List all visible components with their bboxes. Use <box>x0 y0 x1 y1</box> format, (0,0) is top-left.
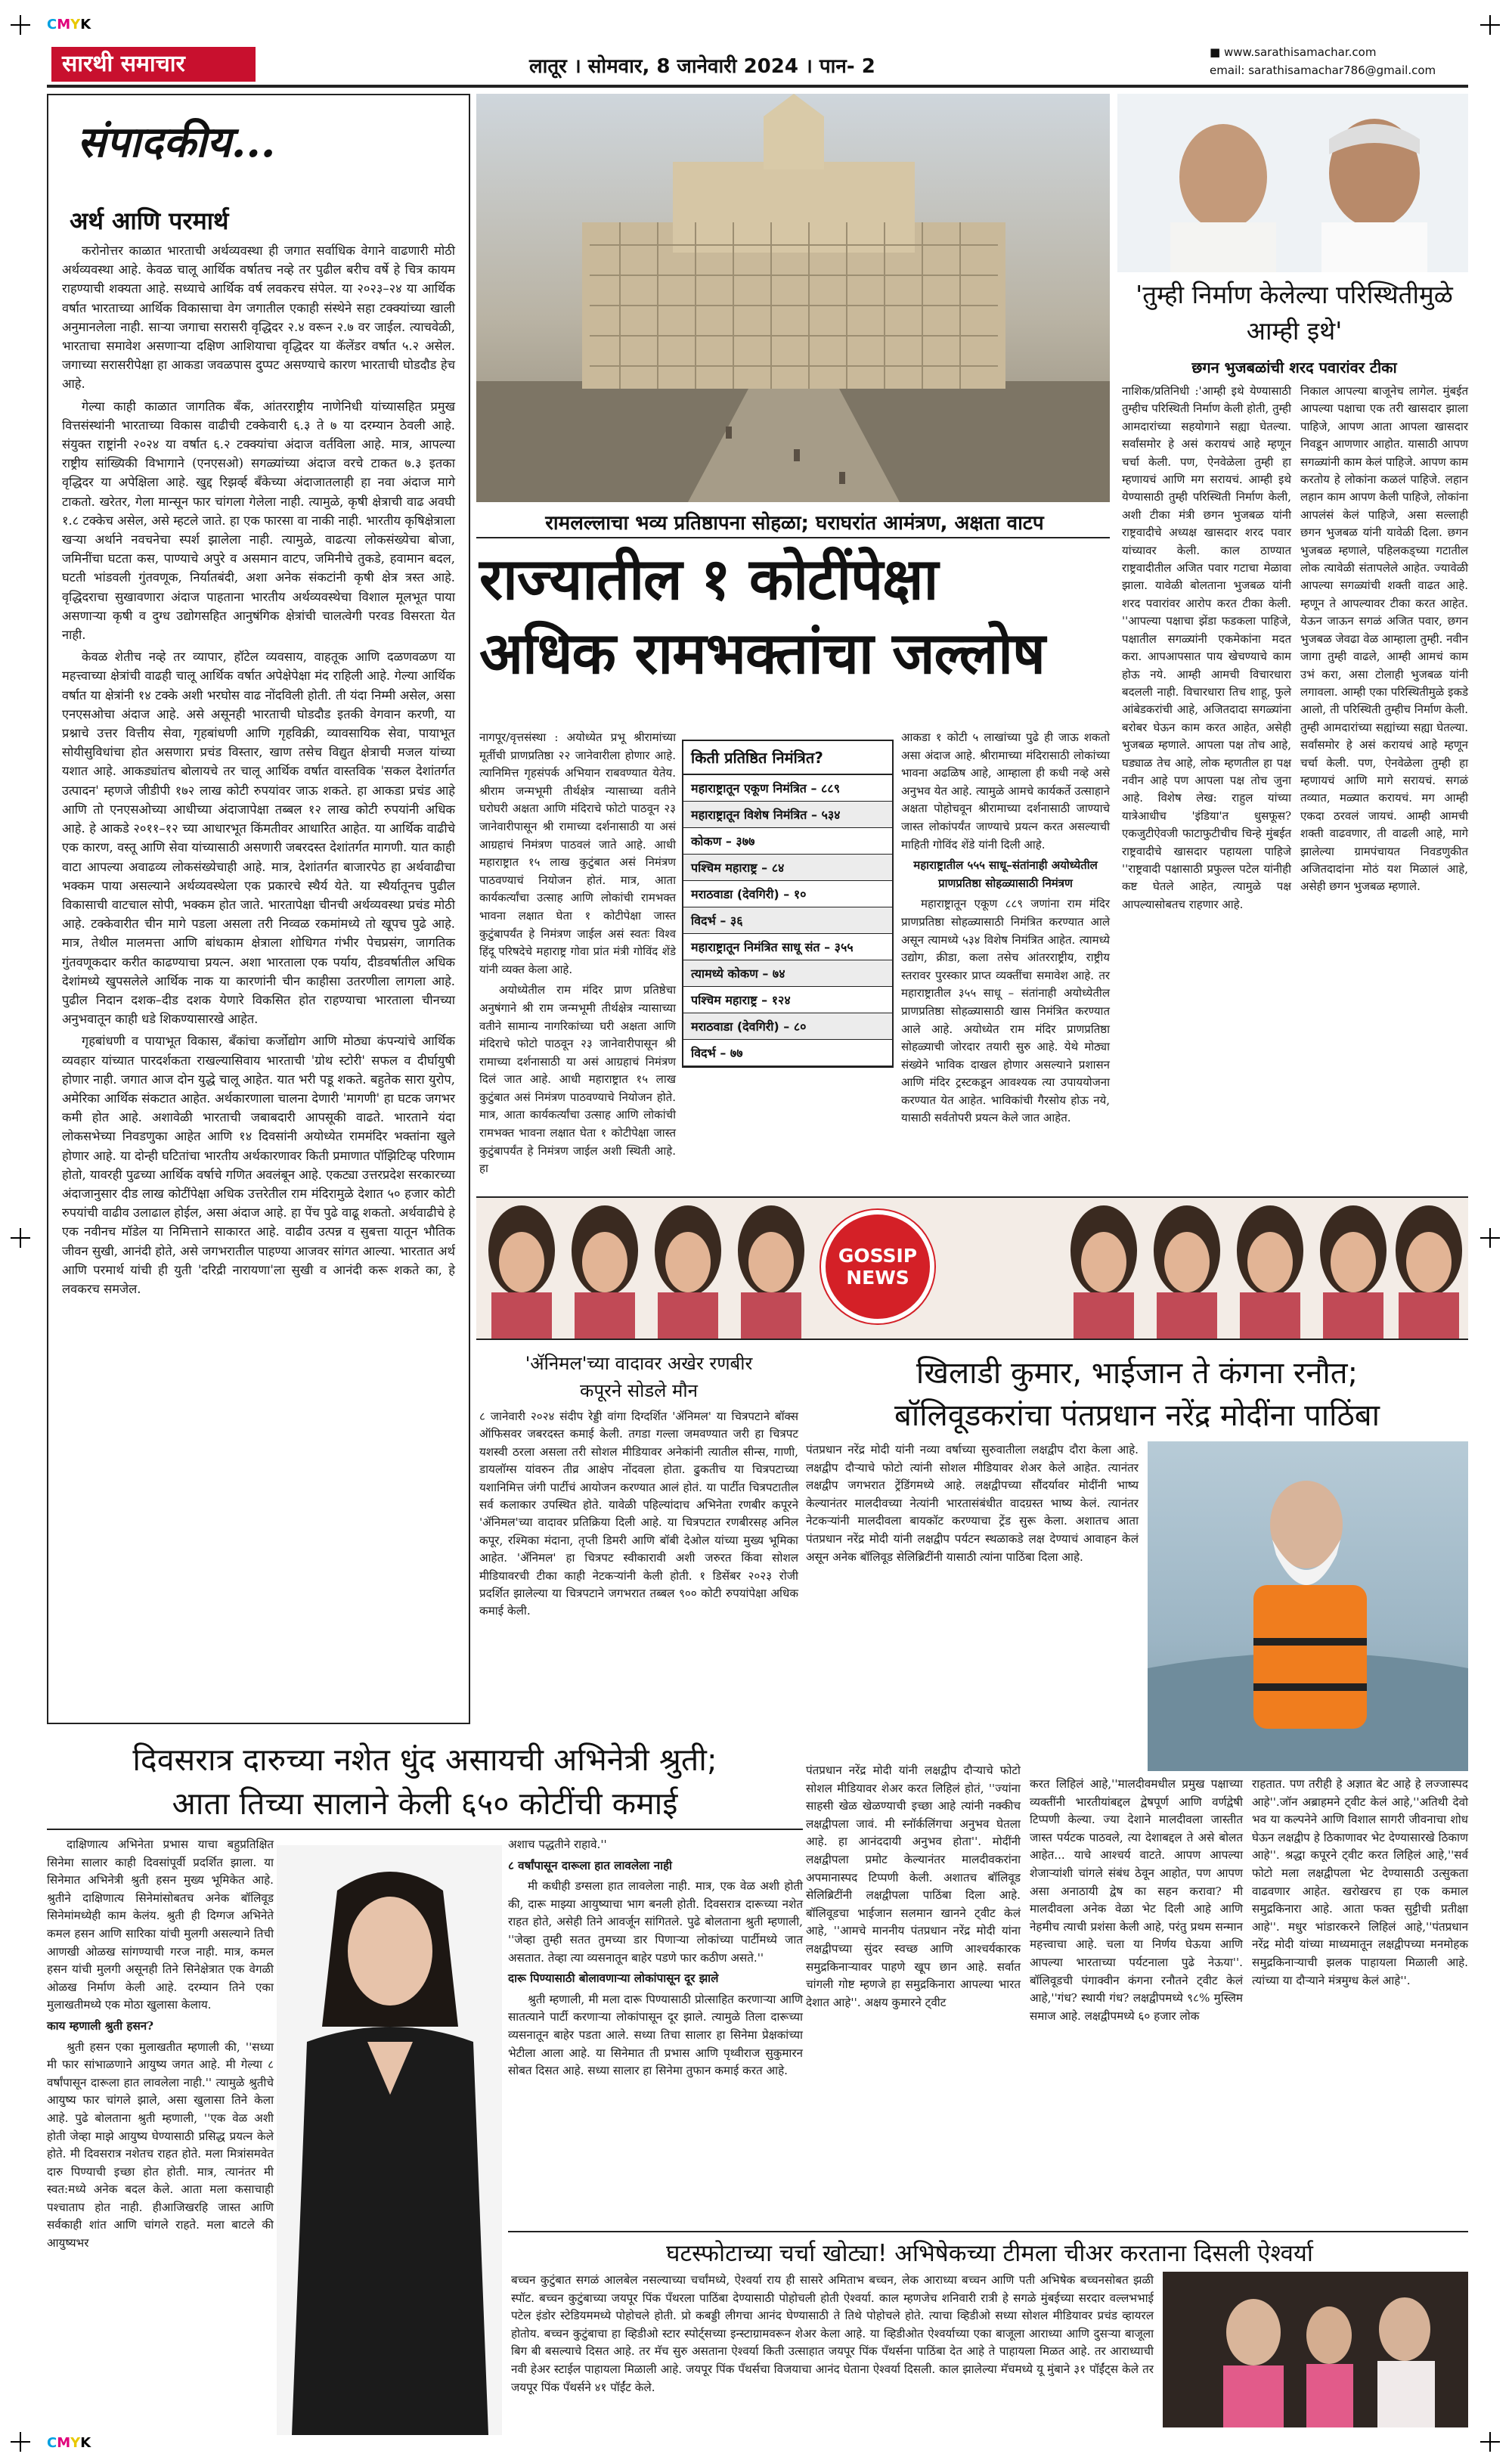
invitee-table-row: महाराष्ट्रातून विशेष निमंत्रित – ५३४ <box>683 802 892 828</box>
gossip-faces <box>476 1198 1468 1339</box>
invitee-table-row: महाराष्ट्रातून एकूण निमंत्रित – ८८९ <box>683 775 892 802</box>
registration-mark-tl <box>11 15 30 35</box>
bhujbal-headline: 'तुम्ही निर्माण केलेल्या परिस्थितीमुळे आम्ही इथे' <box>1136 280 1453 346</box>
registration-mark-ml <box>11 1228 30 1248</box>
invitee-table-row: मराठवाडा (देवगिरी) – १० <box>683 881 892 907</box>
ram-subhead: महाराष्ट्रातील ५५५ साधू–संतांनाही अयोध्येतील प्राणप्रतिष्ठा सोहळ्यासाठी निमंत्रण <box>913 858 1098 890</box>
aishwarya-headline: घटस्फोटाच्या चर्चा खोट्या! अभिषेकच्या टीमला चीअर करताना दिसली ऐश्वर्या <box>666 2240 1313 2267</box>
registration-mark-br <box>1480 2432 1500 2452</box>
politicians-illustration <box>1117 94 1468 272</box>
shruti-subhead: दारू पिण्यासाठी बोलावणाऱ्या लोकांपासून दूर झाले <box>508 1971 719 1986</box>
animal-body: ८ जानेवारी २०२४ संदीप रेड्डी वांगा दिग्दर्शित 'ॲनिमल' या चित्रपटाने बॉक्स ऑफिसवर जबरदस्त कमाई केली. तगडा गल्ला जमवण्यात जरी हा चित्रपट यशस्वी ठरला असला तरी सोशल मीडियावर अनेकांनी त्यातील सीन्स, गाणी, डायलॉग्स यांवरुन तीव्र आक्षेप नोंदवला होता. ढुकतीच या चित्रपटाच्या यशानिमित्त जंगी पार्टीचं आयोजन करण्यात आलं होतं. या पार्टीत चित्रपटातील सर्व कलाकार उपस्थित होते. यावेळी पहिल्यांदाच अभिनेता रणबीर कपूरने 'ॲनिमल'च्या वादावर प्रतिक्रिया दिली आहे. या चित्रपटात रणबीरसह अनिल कपूर, रश्मिका मंदाना, तृप्ती डिमरी आणि बॉबी देओल यांच्या मुख्य भूमिका आहेत. 'ॲनिमल' हा चित्रपट स्वीकारावी अशी जरुरत किंवा सोशल मीडियावरची टीका काही नेटकऱ्यांनी केली होती. १ डिसेंबर २०२३ रोजी प्रदर्शित झालेल्या या चित्रपटाने जगभरात तब्बल ९०० कोटी रुपयांपेक्षा अधिक कमाई केली. <box>479 1410 798 1618</box>
modi-photo <box>1148 1441 1468 1771</box>
invitee-table-row: विदर्भ – ३६ <box>683 907 892 934</box>
invitee-table <box>682 740 894 1068</box>
cmyk-mark-top: CMYK <box>47 17 91 33</box>
shruti-subhead: ८ वर्षांपासून दारूला हात लावलेला नाही <box>508 1858 672 1872</box>
cmyk-mark-bottom: CMYK <box>47 2435 91 2451</box>
modi-illustration <box>1148 1441 1468 1771</box>
shruti-illustration <box>277 1845 502 2435</box>
ram-kicker-rule <box>476 537 1110 538</box>
aishwarya-illustration <box>1163 2272 1468 2427</box>
bhujbal-pawar-photo <box>1117 94 1468 272</box>
shruti-paragraph: श्रुती हसन एका मुलाखतीत म्हणाली की, ''सध्या मी फार सांभाळणाने आयुष्य जगत आहे. मी गेल्या ८ वर्षांपासून दारूला हात लावलेला नाही.'' त्यामुळे श्रुतीचे आयुष्य फार चांगले झाले, असा खुलासा तिने केला आहे. पुढे बोलताना श्रुती म्हणाली, ''एक वेळ अशी होती जेव्हा माझे आयुष्य घेण्यासाठी प्रसिद्ध प्रयत्न केले होते. मी दिवसरात्र नशेतच राहत होते. मला मित्रांसमवेत दारु पिण्याची इच्छा होत होती. मात्र, त्यानंतर मी स्वत:मध्ये अनेक बदल केले. आता मला कसाचाही पश्चाताप होत नाही. हीआजिखरहि जास्त आणि सर्वकाही शांत आणि चांगले राहते. मला बाटले की आयुष्यभर <box>47 2040 274 2251</box>
email-text: email: sarathisamachar786@gmail.com <box>1210 64 1436 77</box>
shruti-paragraph: अशाच पद्धतीने राहावे.'' <box>508 1838 607 1851</box>
website <box>1210 45 1376 59</box>
ram-col1 <box>479 729 676 1181</box>
ram-headline-2: अधिक रामभक्तांचा जल्लोष <box>479 619 1045 687</box>
invitee-table-row: कोकण – ३७७ <box>683 828 892 855</box>
invitee-table-row: महाराष्ट्रातून निमंत्रित साधू संत – ३५५ <box>683 934 892 960</box>
bhujbal-subhead: छगन भुजबळांची शरद पवारांवर टीका <box>1191 358 1397 377</box>
editorial-paragraph: करोनोत्तर काळात भारताची अर्थव्यवस्था ही जगात सर्वाधिक वेगाने वाढणारी मोठी अर्थव्यवस्था आहे. केवळ चालू आर्थिक वर्षातच नव्हे तर पुढील बरीच वर्षे हे चित्र कायम राहण्याची शक्यता आहे. सध्याचे आर्थिक वर्ष लवकरच संपेल. या २०२३–२४ या आर्थिक वर्षात भारताच्या आर्थिक विकासाचा वेग जगातील एकाही संस्थेने सहा टक्क्यांच्या खाली अनुमानलेला नाही. साऱ्या जगाचा सरासरी वृद्धिदर २.४ वरून २.७ वर जाईल. त्याचवेळी, भारताचा समावेश असणाऱ्या दक्षिण आशियाचा वृद्धिदर या कॅलेंडर वर्षात ५.२ असेल. जगाच्या सरासरीपेक्षा हा आकडा जवळपास दुप्पट असण्याचे कारण भारताची घोडदौड हेच आहे. <box>62 244 455 392</box>
shruti-headline-2: आता तिच्या सालाने केली ६५० कोटींची कमाई <box>172 1785 678 1822</box>
invitee-table-row: पश्चिम महाराष्ट्र – ८४ <box>683 855 892 881</box>
editorial-paragraph: केवळ शेतीच नव्हे तर व्यापार, हॉटेल व्यवसाय, वाहतूक आणि दळणवळण या महत्त्वाच्या क्षेत्रांची वाढही चालू आर्थिक वर्षात अपेक्षेपेक्षा मंद राहिली आहे. गेल्या आर्थिक वर्षात या क्षेत्रांनी १४ टक्के अशी भरघोस वाढ नोंदविली होती. ती यंदा निम्मी असेल, असा एनएसओचा अंदाज आहे. असे असूनही भारताची घोडदौड इतकी वेगवान करणी, या प्रश्नाचे उत्तर वित्तीय सेवा, गृहबांधणी आणि गृहविक्री, व्यावसायिक सेवा, पायाभूत सोयीसुविधांचा होत असणारा प्रचंड विस्तार, खाण तसेच विद्युत क्षेत्राची मजल यांच्या यशात आहे. आकड्यांतच बोलायचे तर चालू आर्थिक वर्षात वास्तविक 'सकल देशांतर्गत उत्पादन' म्हणजे जीडीपी १७२ लाख कोटी रुपयांवर जाऊ शकते. हा आकडा प्रचंड आहे आणि तो एनएसओच्या आधीच्या अंदाजापेक्षा तब्बल १२ लाख कोटी रुपयांनी अधिक आहे. हे आकडे २०११–१२ च्या आधारभूत किंमतीवर आधारित आहेत. या आर्थिक वाढीचे एक कारण, वस्तू आणि सेवा यांच्यासाठी असणारी जबरदस्त देशांतर्गत मागणी. यात काही वाटा आपल्या अवाढव्य लोकसंख्येचाही आहे. मात्र, देशांतर्गत बाजारपेठ हा अर्थवाढीचा भक्कम पाया असल्याने अर्थव्यवस्थेला एक प्रकारचे स्थैर्य येते. या स्थैर्यातूनच पुढील विकासाची वाटचाल सोपी, भक्कम होत जाते. भारतापेक्षा चीनची अर्थव्यवस्था प्रचंड मोठी आहे. टक्केवारीत चीन मागे पडला असला तरी निव्वळ रकमांमध्ये तो खूपच पुढे आहे. मात्र, तेथील मालमत्ता आणि बांधकाम क्षेत्राला शोधिगत गंभीर पेचप्रसंग, जागतिक गुंतवणूकदार करीत काढण्याचा प्रयत्न. अशा भारताला एक पर्याय, दीडवर्षातील अधिक देशांमध्ये खुपसलेले आर्थिक नाक या कारणांनी चीन काहीसा उतरणीला लागला आहे. पुढील निदान दशक–दीड दशक येणारे विकसित होत राहण्याचा भारताला चीनच्या अनुभवातून काही धडे शिकण्यासारखे आहेत. <box>62 650 455 1027</box>
gossip-strip <box>476 1196 1468 1340</box>
registration-mark-bl <box>11 2432 30 2452</box>
shruti-rule <box>47 1829 803 1830</box>
modi-col2: करत लिहिलं आहे,''मालदीवमधील प्रमुख पक्षाच्या व्यक्तींनी भारतीयांबद्दल द्वेषपूर्ण आणि वर्णद्वेषी टिप्पणी केल्या. ज्या देशाने मालदीवला जास्तीत जास्त पर्यटक पाठवले, त्या देशाबद्दल ते असे बोलत आहेत... याचे आश्चर्य वाटते. आपण आपल्या शेजाऱ्यांशी चांगले संबंध ठेवून आहोत, पण आपण असा अनाठायी द्वेष का सहन करावा? मी मालदीवला अनेक वेळा भेट दिली आहे आणि नेहमीच त्याची प्रशंसा केली आहे, परंतु प्रथम सन्मान महत्त्वाचा आहे. चला या निर्णय घेऊया आणि आपल्या भारताच्या पर्यटनाला पुढे नेऊया''. बॉलिवूडची पंगाक्वीन कंगना रनौतने ट्वीट केलं आहे,''गंध? स्थायी गंध? लक्षद्वीपमध्ये ९८% मुस्लिम समाज आहे. लक्षद्वीपमध्ये ६० हजार लोक <box>1030 1777 1243 2023</box>
ram-paragraph: नागपूर/वृत्तसंस्था : अयोध्येत प्रभू श्रीरामांच्या मूर्तीची प्राणप्रतिष्ठा २२ जानेवारीला होणार आहे. त्यानिमित्त गृहसंपर्क अभियान राबवण्यात येतेय. श्रीराम जन्मभूमी तीर्थक्षेत्र न्यासाच्या वतीने घरोघरी अक्षता आणि मंदिराचे फोटो पाठवून २३ जानेवारीपासून श्री रामाच्या दर्शनासाठी या असं आग्रहाचं निमंत्रण पाठवलं जाते आहे. आधी महाराष्ट्रात १५ लाख कुटुंबात असं निमंत्रण पाठवण्याचं नियोजन होतं. मात्र, आता कार्यकर्त्यांचा उत्साह आणि लोकांची रामभक्त भावना लक्षात घेता १ कोटीपेक्षा जास्त कुटुंबापर्यंत हे निमंत्रण जाईल असं स्वतः विश्व हिंदू परिषदेचे महाराष्ट्र गोवा प्रांत मंत्री गोविंद शेंडे यांनी व्यक्त केला आहे. <box>479 731 676 976</box>
editorial-paragraph: गृहबांधणी व पायाभूत विकास, बँकांचा कर्जोद्योग आणि मोठ्या कंपन्यांचे आर्थिक व्यवहार यांच्यात पारदर्शकता राखल्यासिवाय भारताची 'ग्रोथ स्टोरी' सफल व दीर्घायुषी होणार नाही. जगात आज दोन युद्धे चालू आहेत. यात भरी पडू शकते. बहुतेक सारा युरोप, अमेरिका आर्थिक संकटात आहेत. अर्थकारणाला चालना देणारी 'मागणी' हा घटक जगभर कमी होत आहे. अशावेळी भारताची जबाबदारी आपसूकी वाढते. भारताने यंदा लोकसभेच्या निवडणुका आहेत आणि १४ दिवसांनी अयोध्येत राममंदिर भक्तांना खुले होणार आहे. या दोन्ही घटितांचा भारतीय अर्थकारणावर किती प्रमाणात पॉझिटिव्ह परिणाम होतो, यावरही पुढच्या आर्थिक वर्षाचे गणित अवलंबून आहे. एकट्या उत्तरप्रदेश सरकारच्या अंदाजानुसार दीड लाख कोटींपेक्षा अधिक उत्तरेतील राम मंदिरामुळे देशात ५० हजार कोटी रुपयांची वाढीव उलाढाल होईल, असा अंदाज आहे. हा पेंच पुढे वाढू शकतो. अर्थवाढीचे हे एक नवीनच मॉडेल या निमित्ताने साकारत आहे. वाढीव उत्पन्न व सुबत्ता यातून भौतिक जीवन सुखी, आनंदी होते, असे जगभरातील पाहण्या आजवर सांगत आल्या. भारतात अर्थ आणि परमार्थ यांची ही युती 'दरिद्री नारायणा'ला सुखी व आनंदी करू शकते का, हे लवकरच समजेल. <box>62 1034 455 1296</box>
editorial-body <box>62 241 455 1298</box>
invitee-table-rows <box>683 775 892 1066</box>
modi-col1: पंतप्रधान नरेंद्र मोदी यांनी लक्षद्वीप दौऱ्याचे फोटो सोशल मीडियावर शेअर करत लिहिलं होतं, ''ज्यांना साहसी खेळ खेळण्याची इच्छा आहे त्यांनी नक्कीच लक्षद्वीपला जावं. मी स्नॉर्कलिंगचा अनुभव घेतला आहे. हा आनंददायी अनुभव होता''. मोदींनी लक्षद्वीपला प्रमोट केल्यानंतर मालदीवकरांना अपमानास्पद टिप्पणी केली. अशातच बॉलिवूड सेलिब्रिटींनी लक्षद्वीपला पाठिंबा दिला आहे. बॉलिवूडचा भाईजान सलमान खानने ट्वीट केलं आहे, ''आमचे माननीय पंतप्रधान नरेंद्र मोदी यांना लक्षद्वीपच्या सुंदर स्वच्छ आणि आश्चर्यकारक समुद्रकिनाऱ्यावर पाहणे खूप छान आहे. सर्वात चांगली गोष्ट म्हणजे हा समुद्रकिनारा आपल्या भारत देशात आहे''. अक्षय कुमारने ट्वीट <box>806 1764 1021 2009</box>
masthead-title: सारथी समाचार <box>62 51 185 77</box>
header-rule <box>47 85 1468 88</box>
shruti-subhead: काय म्हणाली श्रुती हसन? <box>47 2018 154 2033</box>
registration-mark-mr <box>1480 1228 1500 1248</box>
shruti-paragraph: मी कधीही डग्सला हात लावलेला नाही. मात्र, एक वेळ अशी होती की, दारू माझ्या आयुष्याचा भाग बनली होती. दिवसरात्र दारूच्या नशेत राहत होते, असेही तिने आवर्जून सांगितले. पुढे बोलताना श्रुती म्हणाली, ''जेव्हा तुम्ही सतत तुमच्या डार पिणाऱ्या लोकांच्या पार्टीमध्ये जात असतात. तेव्हा त्या व्यसनातून बाहेर पडणे फार कठीण असते.'' <box>508 1879 803 1965</box>
bhujbal-col1: नाशिक/प्रतिनिधी :'आम्ही इथे येण्यासाठी तुम्हीच परिस्थिती निर्माण केली होती, तुम्ही आमदारांच्या सहयोगाने सह्या घेतल्या. सर्वांसमोर हे असं करायचं आहे म्हणून चर्चा केली. पण, ऐनवेळेला तुम्ही हा म्हणायचं आणि मग सरायचं. आम्ही इथे येण्यासाठी तुम्ही परिस्थिती निर्माण केली, अशी टीका मंत्री छगन भुजबळ यांनी राष्ट्रवादीचे अध्यक्ष खासदार शरद पवार यांच्यावर केली. काल ठाण्यात राष्ट्रवादीतील अजित पवार गटाचा मेळावा झाला. यावेळी बोलताना भुजबळ यांनी शरद पवारांवर आरोप करत टीका केली. ''आपल्या पक्षाचा झेंडा फडकला पाहिजे, पक्षातील सगळ्यांनी एकमेकांना मदत करा. आपआपसात पाय खेचण्याचे काम होऊ नये. आम्ही आमची विचारधारा बदलली नाही. विचारधारा तिच शाहू, फुले आंबेडकरांची आहे, अजितदादा सगळ्यांना बरोबर घेऊन काम करत आहेत, असेही भुजबळ म्हणाले. आपला पक्ष तोच आहे, घड्याळ तेच आहे, लोक म्हणतील हा पक्ष नवीन आहे पण आपला पक्ष तोच जुना आहे. विशेष लेख: राहुल यांच्या यात्रेआधीच 'इंडिया'त धुसफूस? एकजुटीऐवजी फाटाफुटीचीच चिन्हे मुंबईत राष्ट्रवादीचे खासदार पहायला पाहिजे ''राष्ट्रवादी पक्षासाठी प्रफुल्ल पटेल यांनीही कष्ट घेतले आहेत, त्यामुळे पक्ष आपल्यासोबतच राहणार आहे. <box>1122 384 1291 911</box>
gossip-badge-line1: GOSSIP <box>838 1245 918 1267</box>
ram-paragraph: आकडा १ कोटी ५ लाखांच्या पुढे ही जाऊ शकतो असा अंदाज आहे. श्रीरामाच्या मंदिरासाठी लोकांच्या भावना अढळिष आहे, आम्हाला ही कधी नव्हे असे अनुभव येत आहे. त्यामुळे आमचे कार्यकर्ते उत्साहाने अक्षता पोहोचवून श्रीरामाच्या दर्शनासाठी जाण्याचे जास्त लोकांपर्यंत जाण्याचे प्रयत्न करत असल्याची माहिती गोविंद शेंडे यांनी दिली आहे. <box>901 731 1110 852</box>
globe-icon: ■ <box>1210 45 1221 59</box>
website-text: www.sarathisamachar.com <box>1223 45 1377 59</box>
modi-headline-1: खिलाडी कुमार, भाईजान ते कंगना रनौत; <box>916 1356 1359 1391</box>
invitee-table-row: पश्चिम महाराष्ट्र – १२४ <box>683 987 892 1013</box>
ram-headline-1: राज्यातील १ कोटींपेक्षा <box>479 545 938 613</box>
invitee-table-row: मराठवाडा (देवगिरी) – ८० <box>683 1013 892 1040</box>
ram-paragraph: महाराष्ट्रातून एकूण ८८९ जणांना राम मंदिर प्राणप्रतिष्ठा सोहळ्यासाठी निमंत्रित करण्यात आले असून त्यामध्ये ५३४ विशेष निमंत्रित आहेत. त्यामध्ये उद्योग, क्रीडा, कला तसेच आंतरराष्ट्रीय, राष्ट्रीय स्तरावर पुरस्कार प्राप्त व्यक्तींचा समावेश आहे. तर महाराष्ट्रातील ३५५ साधू – संतांनाही अयोध्येतील प्राणप्रतिष्ठा सोहळ्यासाठी खास निमंत्रित करण्यात आले आहे. अयोध्येत राम मंदिर प्राणप्रतिष्ठा सोहळ्याची जोरदार तयारी सुरु आहे. येथे मोठ्या संख्येने भाविक दाखल होणार असल्याने प्रशासन आणि मंदिर ट्रस्टकडून आवश्यक त्या उपाययोजना करण्यात येत आहेत. भाविकांची गैरसोय होऊ नये, यासाठी सर्वतोपरी प्रयत्न केले जात आहेत. <box>901 897 1110 1125</box>
shruti-headline-1: दिवसरात्र दारुच्या नशेत धुंद असायची अभिनेत्री श्रुती; <box>132 1742 717 1778</box>
gossip-badge <box>821 1210 934 1323</box>
ram-col3 <box>901 729 1110 1131</box>
gossip-badge-line2: NEWS <box>846 1267 909 1289</box>
dateline: लातूर । सोमवार, 8 जानेवारी 2024 । पान- 2 <box>529 55 875 78</box>
invitee-table-title: किती प्रतिष्ठित निमंत्रित? <box>683 741 892 775</box>
ram-mandir-photo <box>476 94 1110 502</box>
modi-headline-2: बॉलिवूडकरांचा पंतप्रधान नरेंद्र मोदींना पाठिंबा <box>894 1398 1380 1433</box>
editorial-paragraph: गेल्या काही काळात जागतिक बँक, आंतरराष्ट्रीय नाणेनिधी यांच्यासहित प्रमुख वित्तसंस्थांनी भारताच्या विकास वाढीची टक्केवारी ६.३ ते ७ या दरम्यान ठेवली आहे. संयुक्त राष्ट्रांनी २०२४ या वर्षात ६.२ टक्क्यांचा अंदाज वर्तविला आहे. मात्र, आपल्या राष्ट्रीय सांख्यिकी विभागाने (एनएसओ) सगळ्यांच्या अंदाज वरचे टाकत ७.३ इतका वृद्धिदर या अपेक्षिला आहे. खुद्द रिझर्व्ह बँकेच्या अंदाजातलाही हा नवा अंदाज मागे टाकतो. खरेतर, गेला मान्सून फार चांगला गेलेला नाही. त्यामुळे, कृषी क्षेत्राची वाढ अवघी १.८ टक्केच असेल, असे म्हटले जाते. हा एक फारसा वा नाकी नाही. भारतीय कृषिक्षेत्राला खऱ्या अर्थाने नवचनेचा स्पर्श झालेला नाही. त्यामुळे, वाढत्या लोकसंख्येचा बोजा, जमिनींचा घटता कस, पाण्याचे अपुरे व असमान वाटप, जमिनीचे तुकडे, हवामान बदल, घटती भांडवली गुंतवणूक, निर्यातबंदी, अशा अनेक संकटांनी कृषी क्षेत्र त्रस्त आहे. वृद्धिदराचा सुखावणारा अंदाज पाहताना भारतीय अर्थव्यवस्थेचा विशाल मूलभूत पाया असणाऱ्या कृषी व दुग्ध उद्योगसहित आनुषंगिक क्षेत्रांची चालत्वेगी परवड विसरता येत नाही. <box>62 399 455 643</box>
shruti-paragraph: श्रुती म्हणाली, मी मला दारू पिण्यासाठी प्रोत्साहित करणाऱ्या आणि सातत्याने पार्टी करणाऱ्या लोकांपासून दूर झाले. त्यामुळे तिला दारूच्या व्यसनातून बाहेर पडता आले. सध्या तिचा सालार हा सिनेमा प्रेक्षकांच्या भेटीला आला आहे. या सिनेमात ती प्रभास आणि पृथ्वीराज सुकुमारन सोबत दिसत आहे. सध्या सालार हा सिनेमा तुफान कमाई करत आहे. <box>508 1992 803 2078</box>
temple-illustration <box>476 94 1110 502</box>
modi-top: पंतप्रधान नरेंद्र मोदी यांनी नव्या वर्षाच्या सुरुवातीला लक्षद्वीप दौरा केला आहे. लक्षद्वीप दौऱ्याचे फोटो त्यांनी सोशल मीडियावर शेअर केले आहेत. त्यानंतर लक्षद्वीप जगभरात ट्रेंडिंगमध्ये आहे. लक्षद्वीपच्या सौंदर्यावर मोदींनी भाष्य केल्यानंतर मालदीवच्या नेत्यांनी भारतासंबंधीत वादग्रस्त भाष्य केलं. त्यानंतर नेटकऱ्यांनी मालदीवला बायकॉट करण्याचा ट्रेंड सुरू केला. अशातच आता पंतप्रधान नरेंद्र मोदी यांनी लक्षद्वीप पर्यटन स्थळाकडे लक्ष देण्याचं आवाहन केलं असून अनेक बॉलिवूड सेलिब्रिटींनी यासाठी त्यांना पाठिंबा दिला आहे. <box>806 1443 1139 1564</box>
modi-col3: राहतात. पण तरीही हे अज्ञात बेट आहे हे लज्जास्पद आहे''.जॉन अब्राहमने ट्वीट केलं आहे,''अतिथी देवो भव या कल्पनेने आणि विशाल सागरी जीवनाचा शोध घेऊन लक्षद्वीप हे ठिकाणावर भेट देण्यासारखे ठिकाण आहे''. श्रद्धा कपूरने ट्वीट करत लिहिलं आहे,''सर्व फोटो मला लक्षद्वीपला भेट देण्यासाठी उत्सुकता वाढवणार आहेत. खरोखरच हा एक कमाल समुद्रकिनारा आहे. आता फक्त सुट्टीची प्रतीक्षा आहे''. मधुर भांडारकरने लिहिलं आहे,''पंतप्रधान नरेंद्र मोदी यांच्या माध्यमातून लक्षद्वीपच्या मनमोहक समुद्रकिनाऱ्याची झलक पाहायला मिळाली आहे. त्यांच्या या दौऱ्याने मंत्रमुग्ध केलं आहे''. <box>1252 1777 1468 1987</box>
ram-paragraph: अयोध्येतील राम मंदिर प्राण प्रतिष्ठेचा अनुषंगाने श्री राम जन्मभूमी तीर्थक्षेत्र न्यासाच्या वतीने सामान्य नागरिकांच्या घरी अक्षता आणि मंदिराचे फोटो पाठवून २३ जानेवारीपासून श्री रामाच्या दर्शनासाठी या असं आग्रहाचं निमंत्रण दिलं जात आहे. आधी महाराष्ट्रात १५ लाख कुटुंबात असं निमंत्रण पाठवण्याचे नियोजन होते. मात्र, आता कार्यकर्त्यांचा उत्साह आणि लोकांची रामभक्त भावना लक्षात घेता १ कोटीपेक्षा जास्त कुटुंबापर्यंत हे निमंत्रण जाईल अशी स्थिती आहे. हा <box>479 983 676 1176</box>
invitee-table-row: त्यामध्ये कोकण – ७४ <box>683 960 892 987</box>
animal-headline-2: कपूरने सोडले मौन <box>580 1380 698 1401</box>
email <box>1210 64 1436 77</box>
editorial-logo: संपादकीय... <box>77 117 276 167</box>
ram-kicker: रामलल्लाचा भव्य प्रतिष्ठापना सोहळा; घराघरांत आमंत्रण, अक्षता वाटप <box>545 512 1044 535</box>
bhujbal-col2: निकाल आपल्या बाजूनेच लागेल. मुंबईत आपल्या पक्षाचा एक तरी खासदार झाला पाहिजे, आपण आता आपला खासदार निवडून आणणार आहोत. यासाठी आपण सगळ्यांनी काम केलं पाहिजे. आपण काम करतोय हे लोकांना कळलं पाहिजे. लहान लहान काम आपण केली पाहिजे, लोकांना आपलंसं केलं पाहिजे, असा सल्लाही छगन भुजबळ यांनी यावेळी दिला. छगन भुजबळ म्हणाले, पहिलकड्च्या गटातील लोक त्यावेळी संतापलेले आहेत. ज्यावेळी आपल्या सगळ्यांची शक्ती वाढत आहे. म्हणून ते आपल्यावर टीका करत आहेत. येऊन जाऊन सगळं अजित पवार, छगन भुजबळ जेवढा वेळ आम्हाला तुम्ही. नवीन जागा तुम्ही वाढले, आम्ही आमचं काम उभं करा, असा टोलाही भुजबळ यांनी लगावला. आम्ही एका परिस्थितीमुळे इकडे आलो, ती परिस्थिती तुम्हीच निर्माण केली. तुम्ही आमदारांच्या सह्यांच्या सह्या घेतल्या. सर्वांसमोर हे असं करायचं आहे म्हणून चर्चा केली. पण, ऐनवेळेला तुम्ही हा म्हणायचं आणि मागे सरायचं. सगळं तव्यात, मळ्यात करायचं. मग आम्ही एकदा ठरवलं जायचं. आम्ही आमची शक्ती वाढवणार, ती वाढली आहे, मागे झालेल्या ग्रामपंचायत निवडणुकीत अजितदादांना मोठं यश मिळालं आहे, असेही छगन भुजबळ म्हणाले. <box>1300 384 1468 894</box>
shruti-col1 <box>47 1836 274 2256</box>
registration-mark-tr <box>1480 15 1500 35</box>
editorial-title: अर्थ आणि परमार्थ <box>70 206 229 235</box>
shruti-col2 <box>508 1836 803 2083</box>
shruti-photo <box>277 1845 502 2435</box>
editorial-column <box>47 94 470 1724</box>
aishwarya-body: बच्चन कुटुंबात सगळं आलबेल नसल्याच्या चर्चांमध्ये, ऐश्वर्या राय ही सासरे अमिताभ बच्चन, लेक आराध्या बच्चन आणि पती अभिषेक बच्चनसोबत झळी स्पॉट. बच्चन कुटुंबाच्या जयपूर पिंक पॅंथरला पाठिंबा देण्यासाठी पोहोचली होती ऐश्वर्या. काल म्हणजेच शनिवारी रात्री हे सगळे मुंबईच्या सरदार वल्लभभाई पटेल इंडोर स्टेडियममध्ये पोहोचले होती. प्रो कबड्डी लीगचा आनंद घेण्यासाठी ते तिथे पोहोचले होते. त्याचा व्हिडीओ सध्या सोशल मीडियावर प्रचंड व्हायरल होतोय. बच्चन कुटुंबाचा हा व्हिडीओ स्टार स्पोर्ट्सच्या इन्स्टाग्रामवरून शेअर केला आहे. या व्हिडीओत ऐश्वर्याच्या एका बाजूला आराध्या आणि दुसऱ्या बाजूला बिग बी बसल्याचे दिसत आहे. तर मॅच सुरु असताना ऐश्वर्या किती उत्साहात जयपूर पिंक पॅंथर्सना पाठिंबा देत आहे ते पाहायला मिळत आहे. तर आराध्याची नवी हेअर स्टाईल पाहायला मिळाली आहे. जयपूर पिंक पॅंथर्सचा विजयाचा आनंद घेताना ऐश्वर्या दिसली. काल झालेल्या मॅचमध्ये यू मुंबाने ३१ पॉईंट्स केले तर जयपूर पिंक पॅंथर्सने ४१ पॉईंट केले. <box>511 2273 1154 2394</box>
shruti-paragraph: दाक्षिणात्य अभिनेता प्रभास याचा बहुप्रतिक्षित सिनेमा सालार काही दिवसांपूर्वी प्रदर्शित झाला. या सिनेमात अभिनेत्री श्रुती हसन मुख्य भूमिकेत आहे. श्रुतीने दाक्षिणात्य सिनेमांसोबतच अनेक बॉलिवूड सिनेमांमध्येही काम केलंय. श्रुती ही दिग्गज अभिनेते कमल हसन आणि सारिका यांची मुलगी असल्याने तिची आणखी ओळख सांगण्याची गरज नाही. मात्र, कमल हसन यांची मुलगी असूनही तिने सिनेक्षेत्रात एक वेगळी ओळख निर्माण केली आहे. दरम्यान तिने एका मुलाखतीमध्ये एक मोठा खुलासा केलाय. <box>47 1838 274 2012</box>
invitee-table-row: विदर्भ – ७७ <box>683 1040 892 1066</box>
aishwarya-photo <box>1163 2272 1468 2427</box>
animal-headline-1: 'ॲनिमल'च्या वादावर अखेर रणबीर <box>525 1353 753 1374</box>
